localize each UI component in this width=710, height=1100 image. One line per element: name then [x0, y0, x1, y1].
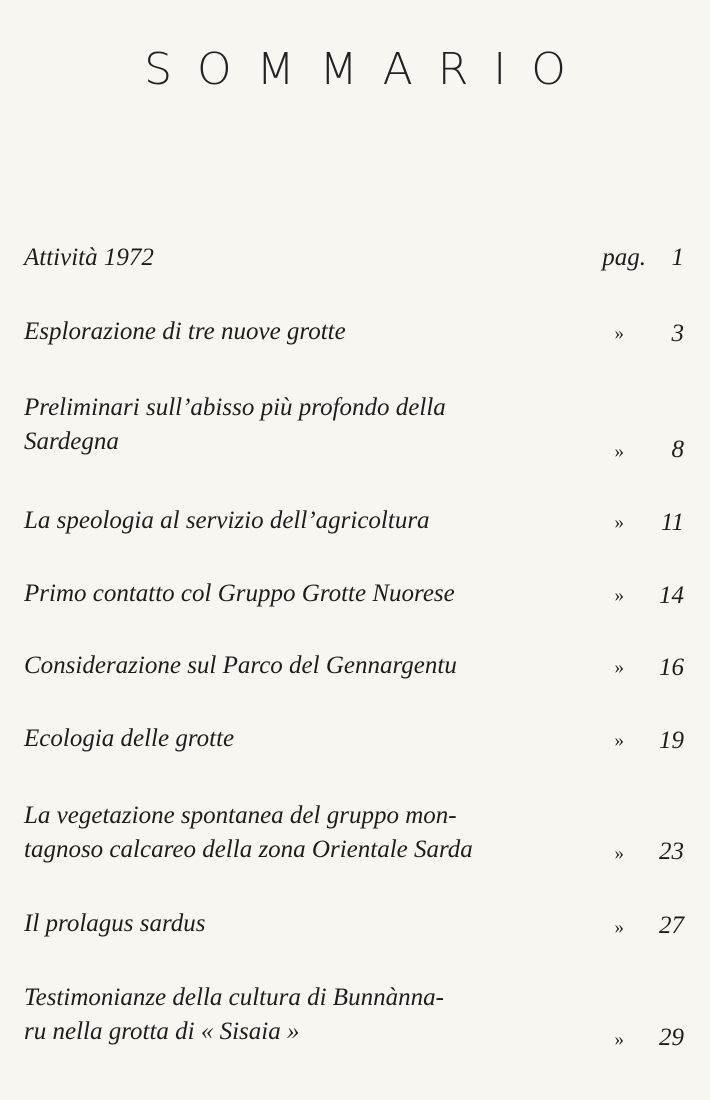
ditto-mark: »	[614, 585, 624, 606]
entry-title: Considerazione sul Parco del Gennargentu	[24, 652, 457, 679]
toc-entry	[24, 649, 694, 683]
entry-title-line-1: Preliminari sull’abisso più profondo della	[24, 394, 446, 421]
entry-title-line-1: La vegetazione spontanea del gruppo mon-	[24, 802, 457, 829]
page-number: 19	[659, 727, 684, 754]
ditto-mark: »	[614, 730, 624, 751]
page-number: 29	[659, 1024, 684, 1051]
page-number: 23	[659, 838, 684, 865]
page-number: 27	[659, 912, 684, 939]
toc-entry	[24, 722, 694, 756]
ditto-mark: »	[614, 843, 624, 864]
entry-title: Primo contatto col Gruppo Grotte Nuorese	[24, 580, 455, 607]
ditto-mark: »	[614, 657, 624, 678]
toc-entry	[24, 315, 694, 349]
entry-title: Ecologia delle grotte	[24, 725, 235, 752]
page-number: 14	[659, 582, 684, 609]
ditto-mark: »	[614, 323, 624, 344]
entry-title-line-2: tagnoso calcareo della zona Orientale Sarda	[24, 836, 473, 863]
entry-title: Attività 1972	[24, 244, 154, 271]
page-title: SOMMARIO	[144, 44, 591, 95]
toc-entry	[24, 504, 694, 538]
toc-entry	[24, 981, 694, 1049]
toc-entry	[24, 907, 694, 941]
ditto-mark: »	[614, 1029, 624, 1050]
page-number: 3	[671, 320, 684, 347]
entry-title: Esplorazione di tre nuove grotte	[24, 318, 346, 345]
page-number: 11	[660, 509, 684, 536]
entry-title: La speologia al servizio dell’agricoltura	[24, 507, 430, 534]
toc-entry	[24, 799, 694, 867]
ditto-mark: »	[614, 917, 624, 938]
toc-entry	[24, 391, 694, 463]
page-number: 8	[671, 436, 684, 463]
entry-title-line-2: ru nella grotta di « Sisaia »	[24, 1018, 300, 1045]
toc-entry	[24, 241, 694, 275]
toc-entry	[24, 577, 694, 611]
entry-title-line-1: Testimonianze della cultura di Bunnànna-	[24, 984, 444, 1011]
page-number: 16	[659, 654, 684, 681]
page-number: 1	[671, 244, 684, 271]
entry-title: Il prolagus sardus	[24, 910, 206, 937]
entry-title-line-2: Sardegna	[24, 428, 119, 455]
ditto-mark: »	[614, 512, 624, 533]
ditto-mark: »	[614, 441, 624, 462]
page-abbrev: pag.	[602, 244, 646, 271]
